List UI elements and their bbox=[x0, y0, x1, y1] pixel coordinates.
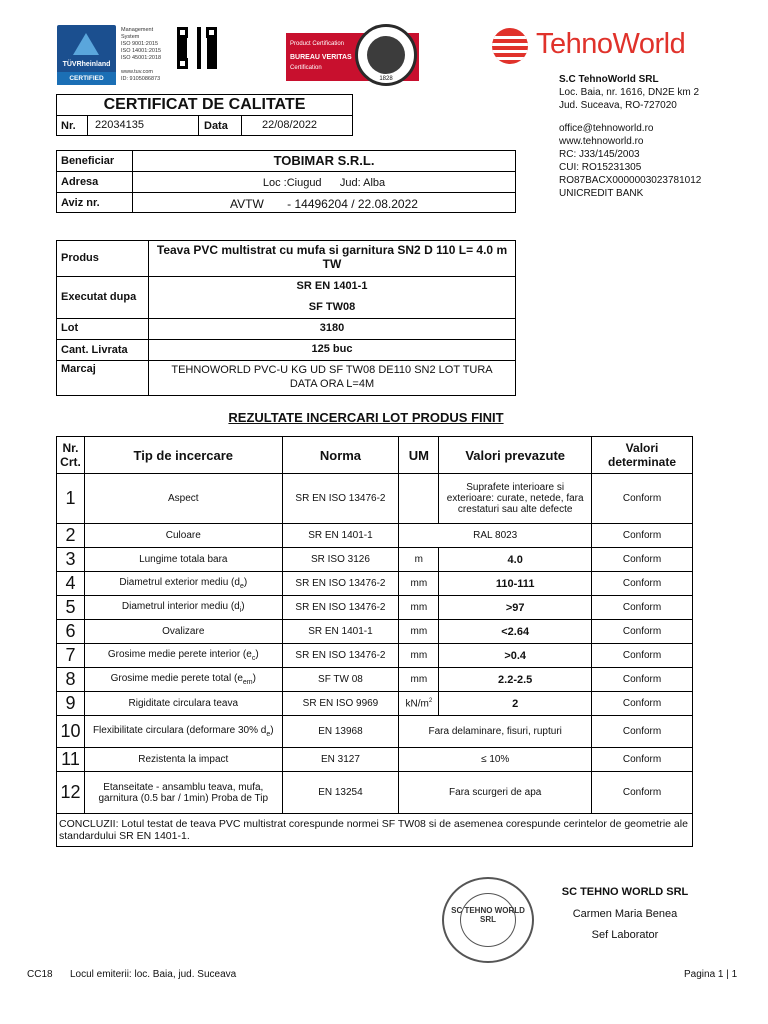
row-nr: 3 bbox=[57, 548, 85, 572]
row-tip-subscript: e bbox=[239, 583, 244, 590]
lot-value: 3180 bbox=[319, 322, 345, 334]
signature-role: Sef Laborator bbox=[591, 929, 659, 941]
header-valori-prevazute: Valori prevazute bbox=[439, 437, 592, 474]
footer-code: CC18 bbox=[27, 969, 53, 980]
tuv-certified: CERTIFIED bbox=[57, 72, 116, 85]
cant-value: 125 buc bbox=[311, 343, 353, 355]
row-nr: 1 bbox=[57, 474, 85, 524]
certificate-number-row: Nr. 22034135 Data 22/08/2022 bbox=[56, 115, 353, 136]
adresa-value: Loc :Ciugud Jud: Alba bbox=[262, 177, 386, 189]
header-um: UM bbox=[399, 437, 439, 474]
beneficiar-value: TOBIMAR S.R.L. bbox=[273, 153, 375, 168]
row-tip-subscript: em bbox=[242, 679, 253, 686]
result-row bbox=[57, 772, 693, 814]
row-norma: SR EN 1401-1 bbox=[282, 620, 399, 644]
row-valori-determinate: Conform bbox=[592, 524, 693, 548]
row-nr: 6 bbox=[57, 620, 85, 644]
company-contacts: office@tehnoworld.ro www.tehnoworld.ro RC: J33/145/2003 CUI: RO15231305 RO87BACX0000003023781012 UNICREDIT BANK bbox=[559, 123, 702, 199]
tuv-name: TÜVRheinland bbox=[62, 61, 111, 68]
result-row bbox=[57, 644, 693, 668]
executat-standard-1: SR EN 1401-1 bbox=[296, 280, 368, 292]
row-norma: SR EN ISO 13476-2 bbox=[282, 572, 399, 596]
tuv-info: Management System ISO 9001:2015 ISO 14001:2015 ISO 45001:2018 www.tuv.com ID: 9105086873 bbox=[121, 27, 162, 82]
certificate-title: CERTIFICAT DE CALITATE bbox=[103, 96, 306, 113]
row-valori-determinate: Conform bbox=[592, 596, 693, 620]
aviz-value: AVTW - 14496204 / 22.08.2022 bbox=[230, 197, 418, 211]
row-valori-determinate: Conform bbox=[592, 548, 693, 572]
company-name: S.C TehnoWorld SRL bbox=[559, 74, 659, 85]
certificate-title-box bbox=[56, 94, 353, 116]
tehnoworld-globe-icon bbox=[492, 28, 528, 64]
row-norma: SF TW 08 bbox=[282, 668, 399, 692]
row-valori-determinate: Conform bbox=[592, 620, 693, 644]
signature-person: Carmen Maria Benea bbox=[572, 908, 678, 920]
header-nr: Nr. Crt. bbox=[57, 437, 85, 474]
row-tip: Etanseitate - ansamblu teava, mufa, garnitura (0.5 bar / 1min) Proba de Tip bbox=[84, 772, 282, 814]
row-valori-determinate: Conform bbox=[592, 644, 693, 668]
row-tip: Rigiditate circulara teava bbox=[84, 692, 282, 716]
row-valori-prevazute: RAL 8023 bbox=[399, 524, 592, 548]
row-norma: SR EN ISO 13476-2 bbox=[282, 474, 399, 524]
result-row bbox=[57, 474, 693, 524]
footer-place: Locul emiterii: loc. Baia, jud. Suceava bbox=[70, 969, 237, 980]
row-nr: 11 bbox=[57, 748, 85, 772]
row-valori-prevazute: >97 bbox=[439, 596, 592, 620]
row-um: mm bbox=[399, 596, 439, 620]
row-nr: 4 bbox=[57, 572, 85, 596]
row-tip: Grosime medie perete interior $(e_c)$ bbox=[84, 644, 282, 668]
row-tip-subscript: c bbox=[251, 655, 256, 662]
row-nr: 7 bbox=[57, 644, 85, 668]
result-row bbox=[57, 716, 693, 748]
row-valori-prevazute: Fara scurgeri de apa bbox=[399, 772, 592, 814]
row-norma: SR EN ISO 13476-2 bbox=[282, 644, 399, 668]
row-um: $kN/m^2$ bbox=[399, 692, 439, 716]
result-row bbox=[57, 748, 693, 772]
row-tip: Grosime medie perete total $(e_{em})$ bbox=[84, 668, 282, 692]
row-valori-prevazute: 4.0 bbox=[439, 548, 592, 572]
row-valori-prevazute: Fara delaminare, fisuri, rupturi bbox=[399, 716, 592, 748]
row-valori-determinate: Conform bbox=[592, 772, 693, 814]
row-tip: Ovalizare bbox=[84, 620, 282, 644]
row-norma: SR EN 1401-1 bbox=[282, 524, 399, 548]
result-row bbox=[57, 548, 693, 572]
header-tip: Tip de incercare bbox=[84, 437, 282, 474]
conclusion-text: CONCLUZII: Lotul testat de teava PVC multistrat corespunde normei SF TW08 si de asemenea corespunde cerintelor de geometrie ale standardului SR EN 1401-1. bbox=[57, 814, 693, 847]
row-tip-subscript: i bbox=[239, 607, 242, 614]
row-tip: Diametrul exterior mediu $(d_e)$ bbox=[84, 572, 282, 596]
result-row bbox=[57, 692, 693, 716]
qr-code-icon bbox=[177, 27, 217, 69]
row-tip: Aspect bbox=[84, 474, 282, 524]
results-table bbox=[56, 436, 693, 847]
company-stamp bbox=[442, 877, 534, 963]
result-row bbox=[57, 668, 693, 692]
row-valori-prevazute: <2.64 bbox=[439, 620, 592, 644]
results-title: REZULTATE INCERCARI LOT PRODUS FINIT bbox=[228, 410, 504, 425]
signature-company: SC TEHNO WORLD SRL bbox=[561, 886, 689, 898]
brand-name: TehnoWorld bbox=[536, 28, 686, 60]
executat-standard-2: SF TW08 bbox=[308, 301, 356, 313]
result-row bbox=[57, 620, 693, 644]
certificate-date: 22/08/2022 bbox=[262, 119, 318, 131]
row-valori-prevazute: ≤ 10% bbox=[399, 748, 592, 772]
row-nr: 10 bbox=[57, 716, 85, 748]
certificate-number: 22034135 bbox=[95, 119, 144, 131]
row-norma: SR EN ISO 13476-2 bbox=[282, 596, 399, 620]
row-valori-determinate: Conform bbox=[592, 692, 693, 716]
result-row bbox=[57, 524, 693, 548]
row-norma: SR EN ISO 9969 bbox=[282, 692, 399, 716]
client-box: Beneficiar TOBIMAR S.R.L. Adresa Loc :Ciugud Jud: Alba Aviz nr. AVTW - 14496204 / 22.08.2022 bbox=[56, 150, 516, 213]
row-valori-prevazute: 2.2-2.5 bbox=[439, 668, 592, 692]
row-um: mm bbox=[399, 572, 439, 596]
row-nr: 9 bbox=[57, 692, 85, 716]
row-norma: EN 3127 bbox=[282, 748, 399, 772]
row-valori-determinate: Conform bbox=[592, 748, 693, 772]
row-um bbox=[399, 474, 439, 524]
stamp-text: SC TEHNO WORLD SRL bbox=[451, 906, 525, 924]
row-nr: 5 bbox=[57, 596, 85, 620]
row-nr: 2 bbox=[57, 524, 85, 548]
company-web[interactable]: www.tehnoworld.ro bbox=[559, 136, 644, 147]
row-tip: Lungime totala bara bbox=[84, 548, 282, 572]
row-tip-subscript: e bbox=[266, 731, 271, 738]
row-um: m bbox=[399, 548, 439, 572]
tuv-rheinland-logo bbox=[57, 25, 116, 85]
result-row bbox=[57, 596, 693, 620]
row-valori-prevazute: 110-111 bbox=[439, 572, 592, 596]
row-um: mm bbox=[399, 644, 439, 668]
row-norma: EN 13968 bbox=[282, 716, 399, 748]
company-info: S.C TehnoWorld SRL Loc. Baia, nr. 1616, DN2E km 2 Jud. Suceava, RO-727020 bbox=[559, 74, 700, 111]
produs-value: Teava PVC multistrat cu mufa si garnitura SN2 D 110 L= 4.0 m TW bbox=[156, 243, 508, 271]
conclusion-row bbox=[57, 814, 693, 847]
bureau-veritas-seal-icon: 1828 bbox=[355, 24, 417, 86]
company-email[interactable]: office@tehnoworld.ro bbox=[559, 123, 654, 134]
row-nr: 12 bbox=[57, 772, 85, 814]
header-valori-determinate: Valori determinate bbox=[592, 437, 693, 474]
row-norma: SR ISO 3126 bbox=[282, 548, 399, 572]
results-header-row bbox=[57, 437, 693, 474]
bureau-veritas-logo: Product Certification BUREAU VERITAS Certification bbox=[286, 33, 419, 81]
row-um: mm bbox=[399, 620, 439, 644]
row-tip: Flexibilitate circulara (deformare 30% $d_e$) bbox=[84, 716, 282, 748]
row-valori-prevazute: 2 bbox=[439, 692, 592, 716]
row-valori-prevazute: Suprafete interioare si exterioare: curate, netede, fara crestaturi sau alte defecte bbox=[439, 474, 592, 524]
row-valori-determinate: Conform bbox=[592, 668, 693, 692]
tuv-triangle-icon bbox=[73, 33, 99, 55]
row-tip: Culoare bbox=[84, 524, 282, 548]
row-valori-determinate: Conform bbox=[592, 716, 693, 748]
result-row bbox=[57, 572, 693, 596]
footer-page: Pagina 1 | 1 bbox=[684, 969, 738, 980]
row-um: mm bbox=[399, 668, 439, 692]
row-tip: Rezistenta la impact bbox=[84, 748, 282, 772]
row-valori-determinate: Conform bbox=[592, 474, 693, 524]
row-valori-prevazute: >0.4 bbox=[439, 644, 592, 668]
row-norma: EN 13254 bbox=[282, 772, 399, 814]
row-valori-determinate: Conform bbox=[592, 572, 693, 596]
marcaj-value: TEHNOWORLD PVC-U KG UD SF TW08 DE110 SN2 LOT TURA DATA ORA L=4M bbox=[171, 364, 493, 390]
row-nr: 8 bbox=[57, 668, 85, 692]
product-box: Produs Teava PVC multistrat cu mufa si garnitura SN2 D 110 L= 4.0 m TW Executat dupa SR EN 1401-1 SF TW08 Lot 3180 Cant. Livrata 125 buc Marcaj TEHNOWORLD PVC-U KG UD SF TW08 DE110 SN2 LOT TURA DATA ORA L=4M bbox=[56, 240, 516, 396]
header-norma: Norma bbox=[282, 437, 399, 474]
row-tip: Diametrul interior mediu $(d_i)$ bbox=[84, 596, 282, 620]
